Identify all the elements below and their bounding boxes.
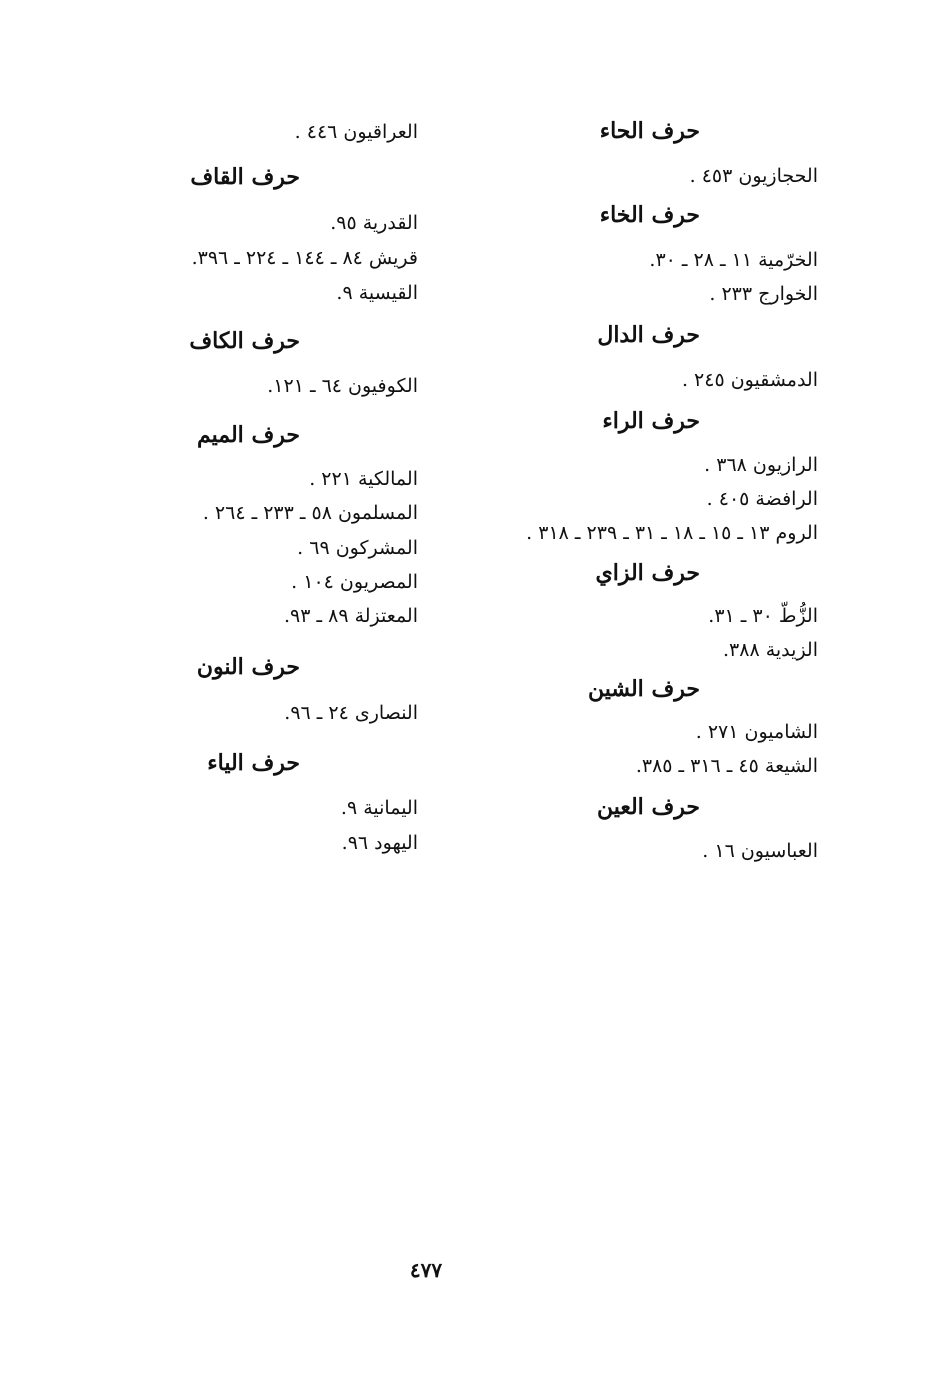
- section-heading: حرف الكاف: [189, 328, 300, 354]
- index-entry: المالكية ٢٢١ .: [309, 468, 418, 490]
- index-entry: الخوارج ٢٣٣ .: [709, 283, 818, 305]
- index-entry: العباسيون ١٦ .: [702, 840, 818, 862]
- index-entry: المصريون ١٠٤ .: [291, 571, 418, 593]
- index-entry: المعتزلة ٨٩ ـ ٩٣.: [284, 605, 418, 627]
- section-heading: حرف الزاي: [595, 560, 700, 586]
- section-heading: حرف الخاء: [599, 202, 700, 228]
- index-entry: الرافضة ٤٠٥ .: [706, 488, 818, 510]
- index-entry: المشركون ٦٩ .: [297, 537, 418, 559]
- index-entry: الشاميون ٢٧١ .: [695, 721, 818, 743]
- index-entry: الشيعة ٤٥ ـ ٣١٦ ـ ٣٨٥.: [635, 755, 818, 777]
- section-heading: حرف الياء: [207, 750, 300, 776]
- index-entry: النصارى ٢٤ ـ ٩٦.: [284, 702, 418, 724]
- index-entry: الخرّمية ١١ ـ ٢٨ ـ ٣٠.: [649, 249, 818, 271]
- index-entry: الكوفيون ٦٤ ـ ١٢١.: [267, 375, 418, 397]
- section-heading: حرف الحاء: [599, 118, 700, 144]
- index-entry: اليهود ٩٦.: [341, 832, 418, 854]
- index-entry: الروم ١٣ ـ ١٥ ـ ١٨ ـ ٣١ ـ ٢٣٩ ـ ٣١٨ .: [526, 522, 818, 544]
- section-heading: حرف الميم: [196, 422, 300, 448]
- section-heading: حرف القاف: [190, 164, 300, 190]
- index-entry: الزيدية ٣٨٨.: [723, 639, 818, 661]
- section-heading: حرف النون: [196, 654, 300, 680]
- index-entry: القدرية ٩٥.: [330, 212, 418, 234]
- index-entry: العراقيون ٤٤٦ .: [294, 121, 418, 143]
- index-entry: الرازيون ٣٦٨ .: [704, 454, 818, 476]
- index-entry: قريش ٨٤ ـ ١٤٤ ـ ٢٢٤ ـ ٣٩٦.: [191, 247, 418, 269]
- index-entry: الدمشقيون ٢٤٥ .: [681, 369, 818, 391]
- page-number: ٤٧٧: [409, 1258, 443, 1282]
- index-entry: الحجازيون ٤٥٣ .: [689, 165, 818, 187]
- section-heading: حرف العين: [596, 794, 700, 820]
- index-entry: اليمانية ٩.: [340, 797, 418, 819]
- section-heading: حرف الراء: [602, 408, 700, 434]
- section-heading: حرف الدال: [597, 322, 700, 348]
- index-entry: القيسية ٩.: [336, 282, 418, 304]
- index-entry: الزُّطّ ٣٠ ـ ٣١.: [708, 605, 818, 627]
- index-entry: المسلمون ٥٨ ـ ٢٣٣ ـ ٢٦٤ .: [202, 502, 418, 524]
- section-heading: حرف الشين: [587, 676, 700, 702]
